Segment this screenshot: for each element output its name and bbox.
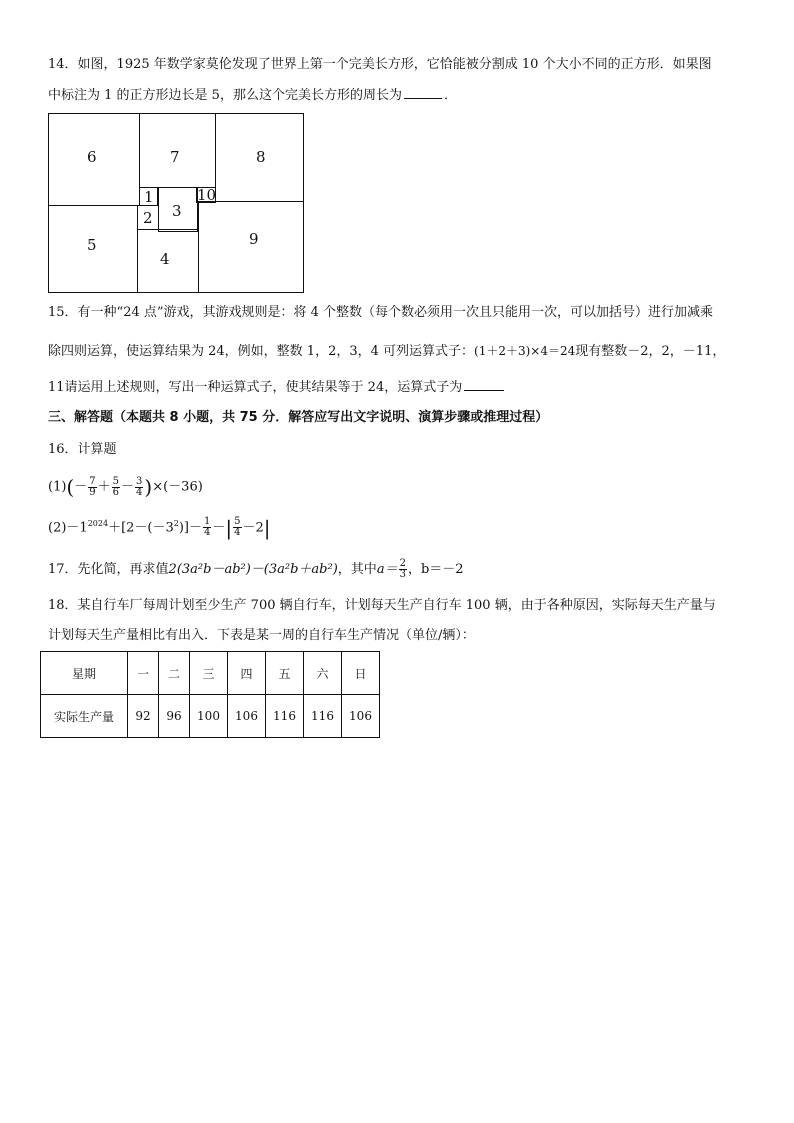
- perfect-rectangle-diagram: [48, 113, 304, 293]
- q14-line2-text: 中标注为 1 的正方形边长是 5，那么这个完美长方形的周长为: [48, 88, 402, 103]
- q15-line3: [48, 378, 506, 397]
- q16-part2: $(2)-1^{2024}+[2-(-3^2)]-$ $\frac{1}{4}$ －| $\frac{5}{4}$ －2|: [48, 515, 271, 540]
- square-3: [158, 187, 198, 232]
- section-heading: 三、解答题（本题共 8 小题，共 75 分．解答应写出文字说明、演算步骤或推理过程）: [48, 410, 549, 425]
- q17-expression: 2(3a²b－ab²)－(3a²b＋ab²): [168, 562, 338, 577]
- fraction: $\frac{5}{6}$: [112, 475, 120, 498]
- table-cell: 六: [304, 652, 342, 695]
- q15-line2-text: 除四则运算，使运算结果为 24，例如，整数 1，2，3，4 可列运算式子：: [48, 344, 475, 359]
- q16-part1: (1)(－ $\frac{7}{9}$ ＋ $\frac{5}{6}$ － $\frac{3}{4}$ )×(－36): [48, 475, 203, 499]
- square-label: 9: [249, 230, 259, 248]
- q15-line2: [48, 342, 725, 361]
- square-label: 4: [160, 250, 170, 268]
- table-cell: 116: [304, 695, 342, 738]
- square-label: 1: [144, 188, 154, 206]
- square-6: [48, 113, 140, 206]
- table-row: [41, 695, 380, 738]
- part-label: (2): [48, 520, 67, 536]
- table-cell: 日: [342, 652, 380, 695]
- q17-text: 17．先化简，再求值: [48, 562, 169, 577]
- production-table: [40, 651, 380, 738]
- q15-example-formula: (1＋2＋3)×4＝24: [474, 344, 576, 358]
- square-4: [137, 229, 199, 293]
- fraction: $\frac{7}{9}$: [89, 475, 96, 498]
- answer-blank[interactable]: [404, 86, 442, 99]
- table-header-cell: 星期: [41, 652, 128, 695]
- table-cell: 三: [190, 652, 228, 695]
- table-cell: 96: [159, 695, 190, 738]
- table-cell: 五: [266, 652, 304, 695]
- fraction: $\frac{5}{4}$: [234, 516, 241, 539]
- square-7: [139, 113, 216, 188]
- square-5: [48, 205, 138, 293]
- table-cell: 106: [342, 695, 380, 738]
- q16-title: 16．计算题: [48, 442, 117, 457]
- part-label: (1): [48, 479, 67, 495]
- q14-line2-end: ．: [443, 88, 457, 103]
- square-2: [137, 205, 159, 230]
- q14-line2: [48, 86, 457, 105]
- table-cell: 一: [128, 652, 159, 695]
- q17-line: 17．先化简，再求值2(3a²b－ab²)－(3a²b＋ab²)，其中a＝ $\frac{2}{3}$ ，b＝－2: [48, 558, 464, 580]
- table-cell: 92: [128, 695, 159, 738]
- fraction: $\frac{1}{4}$: [204, 516, 211, 539]
- square-label: 6: [87, 148, 97, 166]
- q18-line2: 计划每天生产量相比有出入．下表是某一周的自行车生产情况（单位/辆）：: [48, 628, 475, 643]
- square-8: [215, 113, 304, 202]
- square-label: 3: [172, 202, 182, 220]
- square-label: 7: [170, 148, 180, 166]
- square-1: [139, 187, 158, 206]
- q15-line1: 15．有一种“24 点”游戏，其游戏规则是：将 4 个整数（每个数必须用一次且只能用一次，可以加括号）进行加减乘: [48, 305, 714, 320]
- table-header-cell: 实际生产量: [41, 695, 128, 738]
- table-cell: 116: [266, 695, 304, 738]
- q18-line1: 18．某自行车厂每周计划至少生产 700 辆自行车，计划每天生产自行车 100 辆，由于各种原因，实际每天生产量与: [48, 598, 716, 613]
- table-cell: 四: [228, 652, 266, 695]
- table-cell: 二: [159, 652, 190, 695]
- table-cell: 100: [190, 695, 228, 738]
- q14-line1: 14．如图，1925 年数学家莫伦发现了世界上第一个完美长方形，它恰能被分割成 10 个大小不同的正方形．如果图: [48, 57, 712, 72]
- fraction: $\frac{2}{3}$: [399, 558, 406, 580]
- square-label: 2: [143, 209, 153, 227]
- square-label: 5: [87, 236, 97, 254]
- square-label: 10: [197, 186, 217, 204]
- answer-blank[interactable]: [464, 378, 504, 391]
- fraction: $\frac{3}{4}$: [136, 475, 143, 498]
- square-label: 8: [256, 148, 266, 166]
- q15-line2-end: 现有整数－2，2，－11，: [575, 344, 726, 359]
- square-9: [198, 201, 304, 293]
- q15-line3-text: 11请运用上述规则，写出一种运算式子，使其结果等于 24，运算式子为: [48, 380, 463, 395]
- table-cell: 106: [228, 695, 266, 738]
- table-row: [41, 652, 380, 695]
